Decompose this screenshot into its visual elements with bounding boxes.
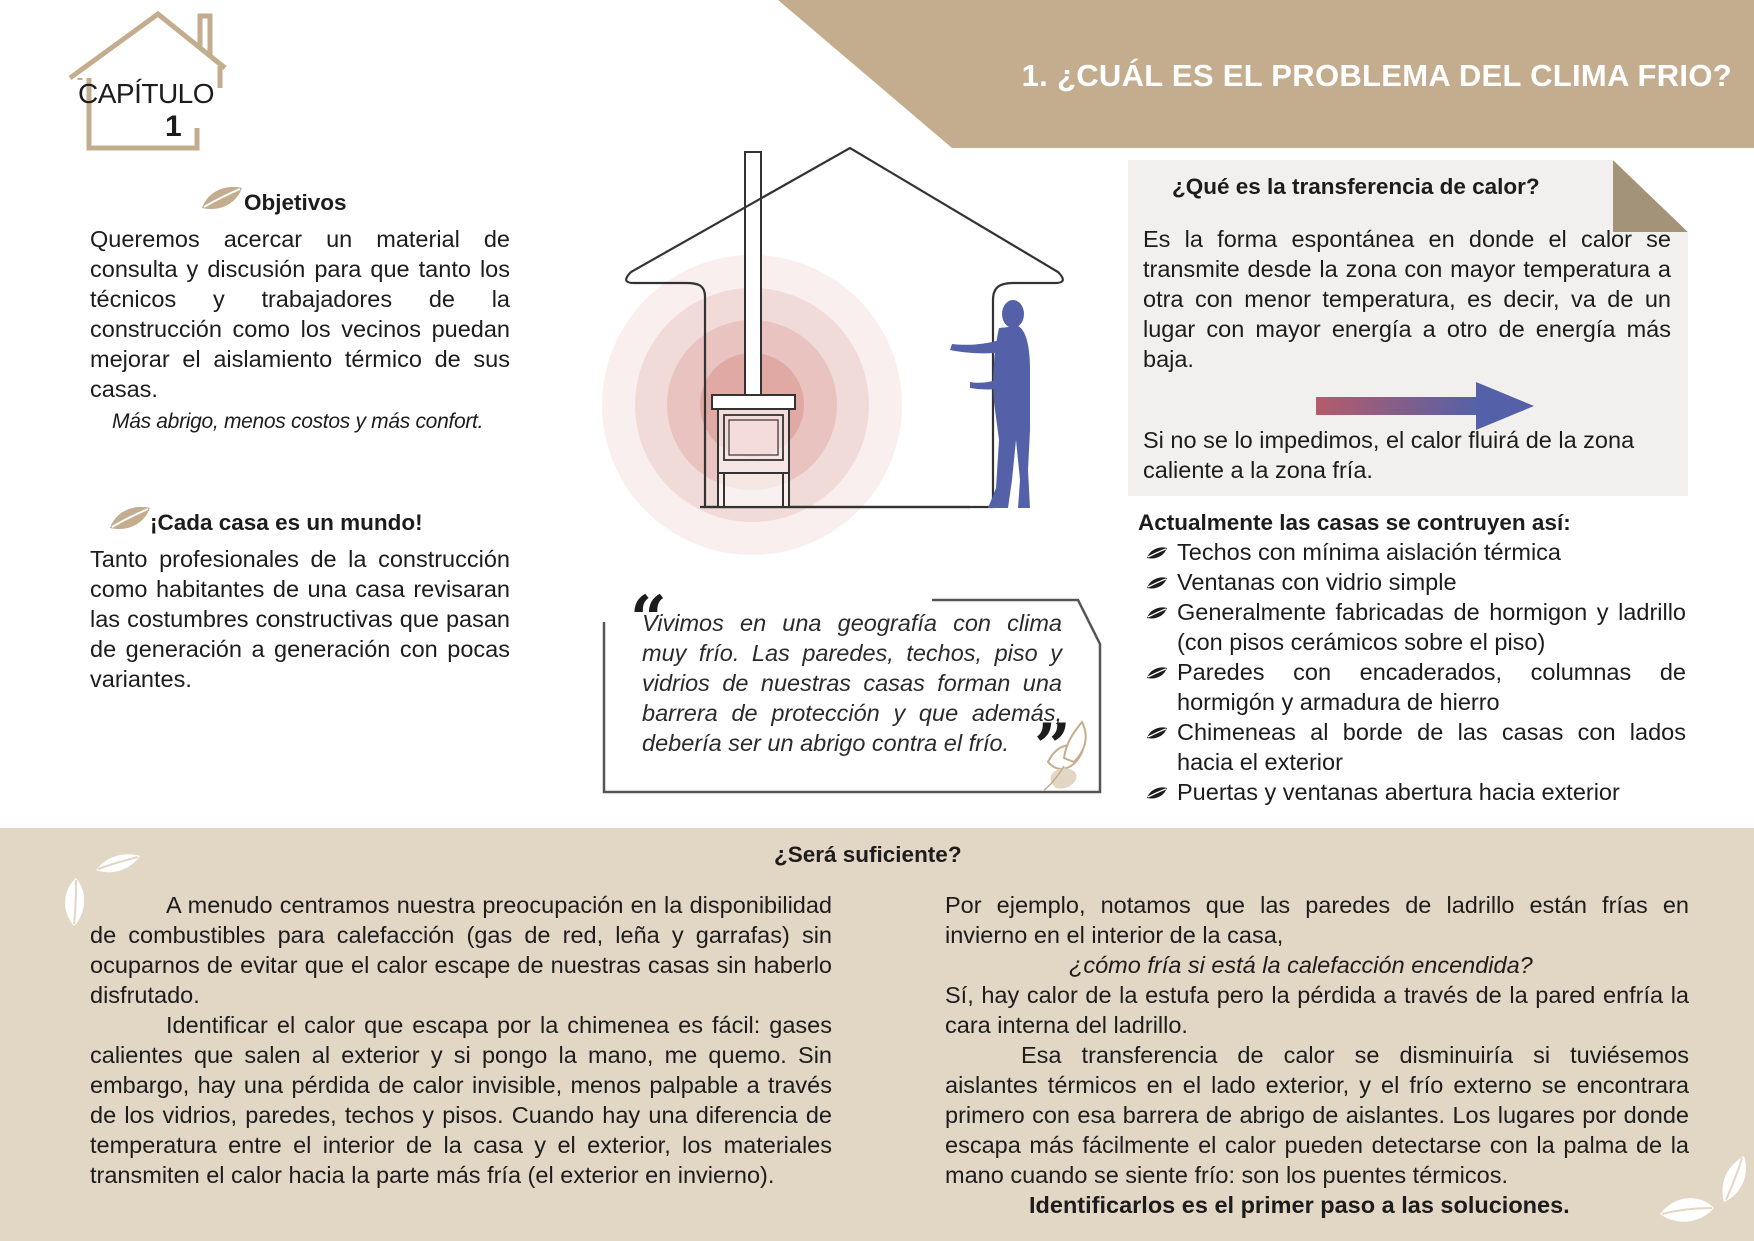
conclusion: Identificarlos es el primer paso a las soluciones. (1029, 1192, 1570, 1218)
chapter-title: 1. ¿CUÁL ES EL PROBLEMA DEL CLIMA FRIO? (1021, 58, 1732, 93)
heat-transfer-definition: Es la forma espontánea en donde el calor se transmite desde la zona con mayor temperatura a otra con menor temperatura, es decir, va de un lugar con mayor energía a otro de energía más baja. (1143, 226, 1671, 372)
right-paragraph-1: Por ejemplo, notamos que las paredes de ladrillo están frías en invierno en el interior de la casa, (945, 892, 1689, 948)
list-item (1146, 597, 1686, 657)
left-paragraph-1: A menudo centramos nuestra preocupación en la disponibilidad de combustibles para calefacción (gas de red, leña y garrafas) sin ocuparnos de evitar que el calor escape de nuestras casas sin haberlo disfrutado. (90, 892, 832, 1008)
page-fold-corner (1613, 160, 1688, 232)
leaf-icon (108, 504, 152, 532)
enough-heading: ¿Será suficiente? (774, 842, 962, 867)
objectives-heading: Objetivos (244, 190, 347, 215)
objectives-body: Queremos acercar un material de consulta y discusión para que tanto los técnicos y trabajadores de la construcción como los vecinos puedan mejorar el aislamiento térmico de sus casas. (90, 226, 510, 402)
quote-close-mark: ” (1034, 710, 1071, 785)
leaf-bullet-icon (1146, 606, 1168, 620)
left-paragraph-2: Identificar el calor que escapa por la chimenea es fácil: gases calientes que salen al exterior y si pongo la mano, me quemo. Sin embargo, hay una pérdida de calor invisible, menos palpable a través de los vidrios, paredes, techos y pisos. Cuando hay una diferencia de temperatura entre el interior de la casa y el exterior, los materiales transmiten el calor hacia la parte más fría (el exterior en invierno). (90, 1012, 832, 1188)
list-item-text: Techos con mínima aislación térmica (1177, 539, 1561, 565)
house-illustration (590, 140, 1080, 560)
current-houses-list (1146, 537, 1686, 807)
each-house-heading: ¡Cada casa es un mundo! (150, 510, 423, 535)
right-column (945, 890, 1689, 1220)
quote-open-mark: “ (630, 582, 667, 657)
list-item (1146, 717, 1686, 777)
leaf-bullet-icon (1146, 666, 1168, 680)
heat-transfer-heading: ¿Qué es la transferencia de calor? (1172, 174, 1540, 199)
leaf-bullet-icon (1146, 726, 1168, 740)
list-item (1146, 777, 1686, 807)
list-item-text: Generalmente fabricadas de hormigon y ladrillo (con pisos cerámicos sobre el piso) (1177, 599, 1686, 655)
left-column (90, 890, 832, 1190)
chapter-label: CAPÍTULO (78, 78, 215, 109)
list-item (1146, 567, 1686, 597)
chapter-number: 1 (165, 110, 182, 143)
quote-text: Vivimos en una geografía con clima muy frío. Las paredes, techos, piso y vidrios de nuestras casas forman una barrera de protección y que además, debería ser un abrigo contra el frío. (642, 610, 1062, 756)
list-item (1146, 657, 1686, 717)
list-item-text: Paredes con encaderados, columnas de hormigón y armadura de hierro (1177, 659, 1686, 715)
leaf-bullet-icon (1146, 576, 1168, 590)
leaf-icon (200, 184, 244, 212)
heat-flow-note: Si no se lo impedimos, el calor fluirá de la zona caliente a la zona fría. (1143, 427, 1635, 483)
each-house-body: Tanto profesionales de la construcción como habitantes de una casa revisaran las costumbres constructivas que pasan de generación a generación con pocas variantes. (90, 546, 510, 692)
list-item-text: Puertas y ventanas abertura hacia exterior (1177, 779, 1620, 805)
list-item-text: Chimeneas al borde de las casas con lados hacia el exterior (1177, 719, 1686, 775)
objectives-tagline: Más abrigo, menos costos y más confort. (112, 410, 484, 433)
right-paragraph-3: Esa transferencia de calor se disminuiría si tuviésemos aislantes térmicos en el lado exterior, y el frío externo se encontrara primero con esa barrera de abrigo de aislantes. Los lugares por donde escapa más fácilmente el calor pueden detectarse con la palma de la mano cuando se siente frío: son los puentes térmicos. (945, 1042, 1689, 1188)
right-question: ¿cómo fría si está la calefacción encendida? (1069, 952, 1533, 978)
list-item (1146, 537, 1686, 567)
right-paragraph-2: Sí, hay calor de la estufa pero la pérdida a través de la pared enfría la cara interna del ladrillo. (945, 982, 1689, 1038)
current-houses-heading: Actualmente las casas se contruyen así: (1138, 510, 1571, 535)
leaf-bullet-icon (1146, 786, 1168, 800)
leaf-bullet-icon (1146, 546, 1168, 560)
list-item-text: Ventanas con vidrio simple (1177, 569, 1457, 595)
